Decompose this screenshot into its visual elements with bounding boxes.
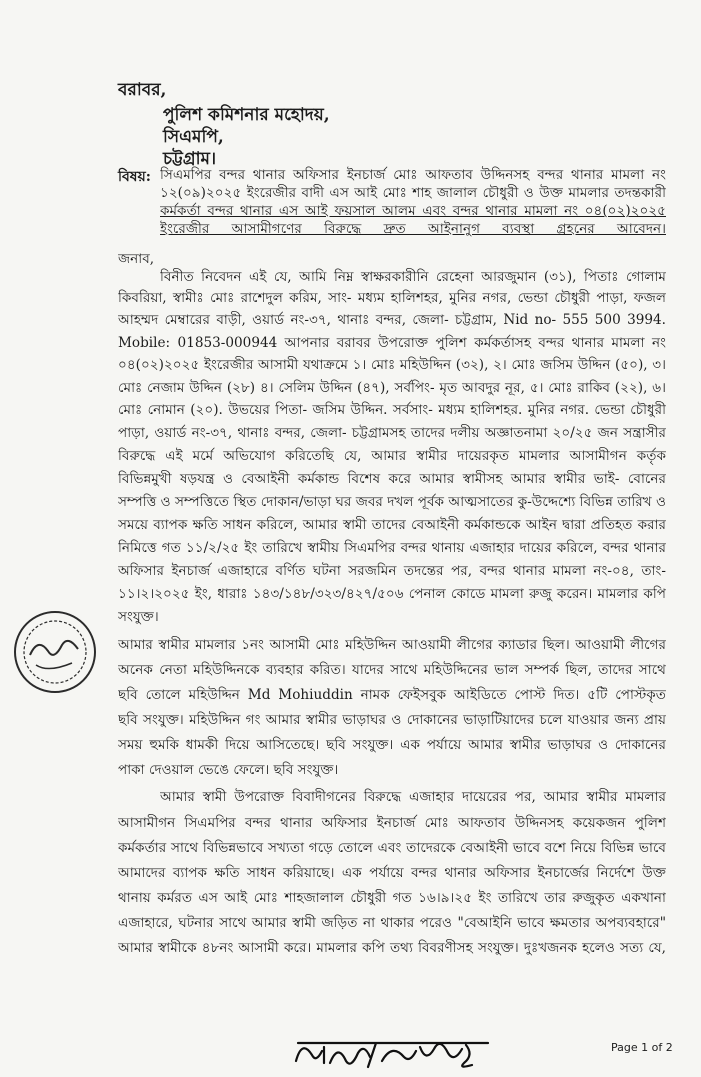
body-line: ১১।২।২০২৫ ইং, ধারাঃ ১৪৩/১৪৮/৩২৩/৪২৭/৫০৬ পেনাল কোডে মামলা রুজু করেন। মামলার কপি <box>118 586 666 602</box>
body-line: বিভিন্নমুখী ষড়যন্ত্র ও বেআইনী কর্মকান্ড বিশেষ করে আমার স্বামীসহ আমার স্বামীর ভাই- বোনের <box>118 471 666 487</box>
para3-line: আমাদের ব্যাপক ক্ষতি সাধন করিয়াছে। এক পর্যায়ে বন্দর থানার অফিসার ইনচার্জের নির্দেশে উক্ত <box>118 865 666 881</box>
body-line: মোঃ নেজাম উদ্দিন (২৮) ৪। সেলিম উদ্দিন (৪৭), সর্বপিং- মৃত আবদুর নূর, ৫। মোঃ রাকিব (২২), ৬। <box>118 380 666 396</box>
para2-line: ছবি সংযুক্ত। মহিউদ্দিন গং আমার স্বামীর ভাড়াঘর ও দোকানের ভাড়াটিয়াদের চলে যাওয়ার জন্য প্রায় <box>118 712 666 728</box>
body-line: সংযুক্ত। <box>118 609 159 625</box>
salutation: জনাব, <box>118 251 155 267</box>
para2-line: আমার স্বামীর মামলার ১নং আসামী মোঃ মহিউদ্দিন আওয়ামী লীগের ক্যাডার ছিল। আওয়ামী লীগের <box>118 637 666 653</box>
para2-line: অনেক নেতা মহিউদ্দিনকে ব্যবহার করিত। যাদের সাথে মহিউদ্দিনের ভাল সম্পর্ক ছিল, তাদের সাথে <box>118 662 666 678</box>
page-indicator: Page 1 of 2 <box>611 1041 673 1054</box>
para3-line: কর্মকর্তার সাথে বিভিন্নভাবে সখ্যতা গড়ে তোলে এবং তাদেরকে বেআইনী ভাবে বশে নিয়ে বিভিন্ন ভাবে <box>118 840 666 856</box>
body-line: মোঃ নোমান (২০). উভয়ের পিতা- জসিম উদ্দিন. সর্বসাং- মধ্যম হালিশহর. মুনির নগর. ভেন্ডা চৌধুরী <box>118 402 666 418</box>
subject-line: ইংরেজীর আসামীগণের বিরুদ্ধে দ্রুত আইনানুগ ব্যবস্থা গ্রহনের আবেদন। <box>160 221 666 237</box>
body-line: সময়ে ব্যাপক ক্ষতি সাধন করিলে, আমার স্বামী তাদের বেআইনী কর্মকান্ডকে আইন দ্বারা প্রতিহত করার <box>118 517 666 533</box>
body-line: ০৪(০২)২০২৫ ইংরেজীর আসামী যথাক্রমে ১। মোঃ মহিউদ্দিন (৩২), ২। মোঃ জসিম উদ্দিন (৫০), ৩। <box>118 357 666 373</box>
para2-line: ছবি তোলে মহিউদ্দিন Md Mohiuddin নামক ফেইসবুক আইডিতে পোস্ট দিত। ৫টি পোস্টকৃত <box>118 687 666 703</box>
body-line: কিবরিয়া, স্বামীঃ মোঃ রাশেদুল করিম, সাং- মধ্যম হালিশহর, মুনির নগর, ভেন্ডা চৌধুরী পাড়া, ফজল <box>118 290 666 306</box>
para3-line: আমার স্বামীকে ৪৮নং আসামী করে। মামলার কপি তথ্য বিবরণীসহ সংযুক্ত। দুঃখজনক হলেও সত্য যে, <box>118 940 666 956</box>
recipient-line: চট্টগ্রাম। <box>163 149 217 169</box>
body-line: বিরুদ্ধে এই মর্মে অভিযোগ করিতেছি যে, আমার স্বামীর দায়েরকৃত মামলার আসামীগন কর্তৃক <box>118 448 666 464</box>
recipient-line: পুলিশ কমিশনার মহোদয়, <box>163 105 330 125</box>
subject-label: বিষয়: <box>118 169 151 185</box>
para2-line: সময় হুমকি ধামকী দিয়ে আসিতেছে। ছবি সংযুক্ত। এক পর্যায়ে আমার স্বামীর ভাড়াঘর ও দোকানের <box>118 737 666 753</box>
subject-line: ১২(০৯)২০২৫ ইংরেজীর বাদী এস আই মোঃ শাহ জালাল চৌধুরী ও উক্ত মামলার তদন্তকারী <box>160 185 666 201</box>
body-line: নিমিত্তে গত ১১/২/২৫ ইং তারিখে স্বামীয় সিএমপির বন্দর থানায় এজাহার দায়ের করিলে, বন্দর থানার <box>118 540 666 556</box>
body-line: বিনীত নিবেদন এই যে, আমি নিম্ন স্বাক্ষরকারীনি রেহেনা আরজুমান (৩১), পিতাঃ গোলাম <box>160 269 666 285</box>
body-line: সম্পত্তি ও সম্পত্তিতে স্থিত দোকান/ভাড়া ঘর জবর দখল পূর্বক আত্মসাতের কু-উদ্দেশ্যে বিভিন্ন তারিখ ও <box>118 494 666 510</box>
subject-line: কর্মকর্তা বন্দর থানার এস আই ফয়সাল আলম এবং বন্দর থানার মামলা নং ০৪(০২)২০২৫ <box>160 203 666 219</box>
para3-line: আমার স্বামী উপরোক্ত বিবাদীগনের বিরুদ্ধে এজাহার দায়েরের পর, আমার স্বামীর মামলার <box>160 789 666 805</box>
body-line: পাড়া, ওয়ার্ড নং-৩৭, থানাঃ বন্দর, জেলা- চট্টগ্রামসহ তাদের দলীয় অজ্ঞাতনামা ২০/২৫ জন সন্ত্রাসীর <box>118 425 666 441</box>
para3-line: আসামীগন সিএমপির বন্দর থানার অফিসার ইনচার্জ মোঃ আফতাব উদ্দিনসহ কয়েকজন পুলিশ <box>118 815 666 831</box>
to-label: বরাবর, <box>118 80 167 100</box>
subject-line: সিএমপির বন্দর থানার অফিসার ইনচার্জ মোঃ আফতাব উদ্দিনসহ বন্দর থানার মামলা নং <box>160 167 666 183</box>
signature-image <box>290 1033 500 1073</box>
body-line: Mobile: 01853-000944 আপনার বরাবর উপরোক্ত পুলিশ কর্মকর্তাসহ বন্দর থানার মামলা নং <box>118 335 666 351</box>
body-line: অফিসার ইনচার্জ এজাহারে বর্ণিত ঘটনা সরজমিন তদন্তের পর, বন্দর থানার মামলা নং-০৪, তাং- <box>118 563 666 579</box>
seal-stamp-icon <box>6 603 104 701</box>
body-line: আহম্মদ মেম্বারের বাড়ী, ওয়ার্ড নং-৩৭, থানাঃ বন্দর, জেলা- চট্টগ্রাম, Nid no- 555 500 3994. <box>118 312 666 328</box>
para2-line: পাকা দেওয়াল ভেঙে ফেলে। ছবি সংযুক্ত। <box>118 762 339 778</box>
para3-line: এজাহারে, ঘটনার সাথে আমার স্বামী জড়িত না থাকার পরেও "বেআইনি ভাবে ক্ষমতার অপব্যবহারে" <box>118 915 666 931</box>
para3-line: থানায় কর্মরত এস আই মোঃ শাহজালাল চৌধুরী গত ১৬।৯।২৫ ইং তারিখে তার রুজুকৃত একখানা <box>118 890 666 906</box>
recipient-line: সিএমপি, <box>163 127 224 147</box>
